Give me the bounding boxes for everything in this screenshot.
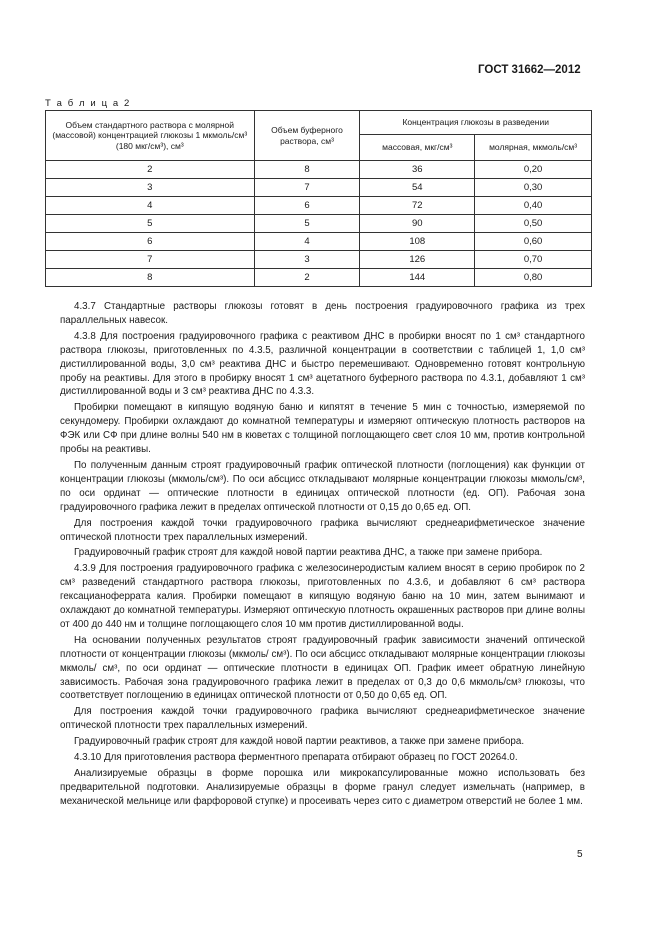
cell-mass-conc: 126 bbox=[360, 251, 475, 269]
cell-molar-conc: 0,50 bbox=[475, 215, 592, 233]
paragraph: Пробирки помещают в кипящую водяную баню и кипятят в течение 5 мин с точностью, измеряемой по секундомеру. Пробирки охлаждают до комнатной температуры и измеряют оптическую плотность растворов на ФЭК или СФ при длине волны 540 нм в кюветах с толщиной поглощающего свет слоя 10 мм, против контрольной пробы на реактивы. bbox=[60, 402, 585, 456]
col-header-mass: массовая, мкг/см³ bbox=[360, 135, 475, 161]
table-row bbox=[46, 179, 592, 197]
col-header-molar: молярная, мкмоль/см³ bbox=[475, 135, 592, 161]
paragraph: По полученным данным строят градуировочный график оптической плотности (поглощения) как функции от концентрации глюкозы (мкмоль/см³). По оси абсцисс откладывают молярные концентрации глюкозы мкмоль/см³, по оси ординат — оптические плотности в единицах оптической плотности (ед. ОП). Рабочая зона градуировочного графика лежит в пределах оптической плотности от 0,15 до 0,65 ед. ОП. bbox=[60, 459, 585, 513]
table-row bbox=[46, 215, 592, 233]
cell-mass-conc: 36 bbox=[360, 161, 475, 179]
cell-buffer-volume: 7 bbox=[254, 179, 360, 197]
paragraph-4-3-7: 4.3.7 Стандартные растворы глюкозы готовят в день построения градуировочного графика из трех параллельных навесок. bbox=[60, 301, 585, 326]
table-row bbox=[46, 251, 592, 269]
cell-molar-conc: 0,40 bbox=[475, 197, 592, 215]
cell-standard-volume: 2 bbox=[46, 161, 255, 179]
document-code: ГОСТ 31662—2012 bbox=[478, 64, 581, 76]
table-row bbox=[46, 161, 592, 179]
cell-standard-volume: 3 bbox=[46, 179, 255, 197]
paragraph-4-3-10: 4.3.10 Для приготовления раствора ферментного препарата отбирают образец по ГОСТ 20264.0. bbox=[74, 752, 518, 764]
paragraph-4-3-9: 4.3.9 Для построения градуировочного графика с железосинеродистым калием вносят в серию пробирок по 2 см³ разведений стандартного раствора глюкозы, приготовленных по 4.3.6, и добавляют 6 см³ раствора гексацианоферрата калия. Пробирки помещают в кипящую водяную баню на 10 мин, затем вынимают и охлаждают до комнатной температуры. Измеряют оптическую плотность окрашенных растворов при длине волны от 400 до 440 нм и толщине поглощающего слоя 10 мм против дистиллированной воды. bbox=[60, 563, 585, 630]
paragraph: На основании полученных результатов строят градуировочный график зависимости значений оптической плотности от концентрации глюкозы (мкмоль/ см³). По оси абсцисс откладывают молярные концентрации глюкозы мкмоль/ см³, по оси ординат — оптические плотности в единицах ОП. График имеет обратную линейную зависимость. Рабочая зона градуировочного графика лежит в пределах от 0,3 до 0,6 мкмоль/см³ глюкозы, что соответствует поглощению в единицах оптической плотности от 0,50 до 0,65 ед. ОП. bbox=[60, 634, 585, 702]
table-caption: Т а б л и ц а 2 bbox=[45, 98, 131, 109]
cell-buffer-volume: 6 bbox=[254, 197, 360, 215]
cell-molar-conc: 0,70 bbox=[475, 251, 592, 269]
cell-standard-volume: 5 bbox=[46, 215, 255, 233]
cell-buffer-volume: 8 bbox=[254, 161, 360, 179]
paragraph: Градуировочный график строят для каждой новой партии реактива ДНС, а также при замене прибора. bbox=[74, 547, 543, 559]
cell-mass-conc: 72 bbox=[360, 197, 475, 215]
cell-molar-conc: 0,20 bbox=[475, 161, 592, 179]
body-text bbox=[60, 300, 585, 811]
cell-mass-conc: 108 bbox=[360, 233, 475, 251]
cell-molar-conc: 0,80 bbox=[475, 269, 592, 287]
cell-mass-conc: 54 bbox=[360, 179, 475, 197]
cell-standard-volume: 7 bbox=[46, 251, 255, 269]
paragraph-4-3-8: 4.3.8 Для построения градуировочного графика с реактивом ДНС в пробирки вносят по 1 см³ стандартного раствора глюкозы, приготовленных по 4.3.5, различной концентрации в соответствии с таблицей 1, 1,0 см³ дистиллированной воды, 3,0 см³ реактива ДНС и быстро перемешивают. Одновременно готовят контрольную пробу на реактивы. Для этого в пробирку вносят 1 см³ ацетатного буферного раствора по 4.3.1, добавляют 1 см³ дистиллированной воды и 3 см³ реактива ДНС по 4.3.3. bbox=[60, 330, 585, 398]
table-row bbox=[46, 269, 592, 287]
cell-buffer-volume: 2 bbox=[254, 269, 360, 287]
paragraph: Для построения каждой точки градуировочного графика вычисляют среднеарифметическое значение оптической плотности трех параллельных измерений. bbox=[60, 706, 585, 732]
cell-buffer-volume: 5 bbox=[254, 215, 360, 233]
cell-standard-volume: 8 bbox=[46, 269, 255, 287]
paragraph: Градуировочный график строят для каждой новой партии реактивов, а также при замене прибора. bbox=[74, 736, 525, 748]
cell-mass-conc: 90 bbox=[360, 215, 475, 233]
paragraph: Для построения каждой точки градуировочного графика вычисляют среднеарифметическое значение оптической плотности трех параллельных измерений. bbox=[60, 517, 585, 543]
cell-molar-conc: 0,30 bbox=[475, 179, 592, 197]
col-header-buffer-volume: Объем буферного раствора, см³ bbox=[254, 111, 360, 161]
cell-standard-volume: 4 bbox=[46, 197, 255, 215]
cell-standard-volume: 6 bbox=[46, 233, 255, 251]
cell-buffer-volume: 4 bbox=[254, 233, 360, 251]
table-row bbox=[46, 197, 592, 215]
page-number: 5 bbox=[577, 849, 583, 860]
col-header-concentration-group: Концентрация глюкозы в разведении bbox=[360, 111, 592, 135]
data-table bbox=[45, 110, 592, 287]
cell-mass-conc: 144 bbox=[360, 269, 475, 287]
col-header-standard-volume: Объем стандартного раствора с молярной (массовой) концентрацией глюкозы 1 мкмоль/см³ (180 мкг/см³), см³ bbox=[46, 111, 255, 161]
cell-molar-conc: 0,60 bbox=[475, 233, 592, 251]
cell-buffer-volume: 3 bbox=[254, 251, 360, 269]
paragraph: Анализируемые образцы в форме порошка или микрокапсулированные можно использовать без предварительной подготовки. Анализируемые образцы в форме гранул следует измельчать (например, в механической мельнице или фарфоровой ступке) и просеивать через сито с диаметром отверстий не более 1 мм. bbox=[60, 768, 585, 807]
table-row bbox=[46, 233, 592, 251]
